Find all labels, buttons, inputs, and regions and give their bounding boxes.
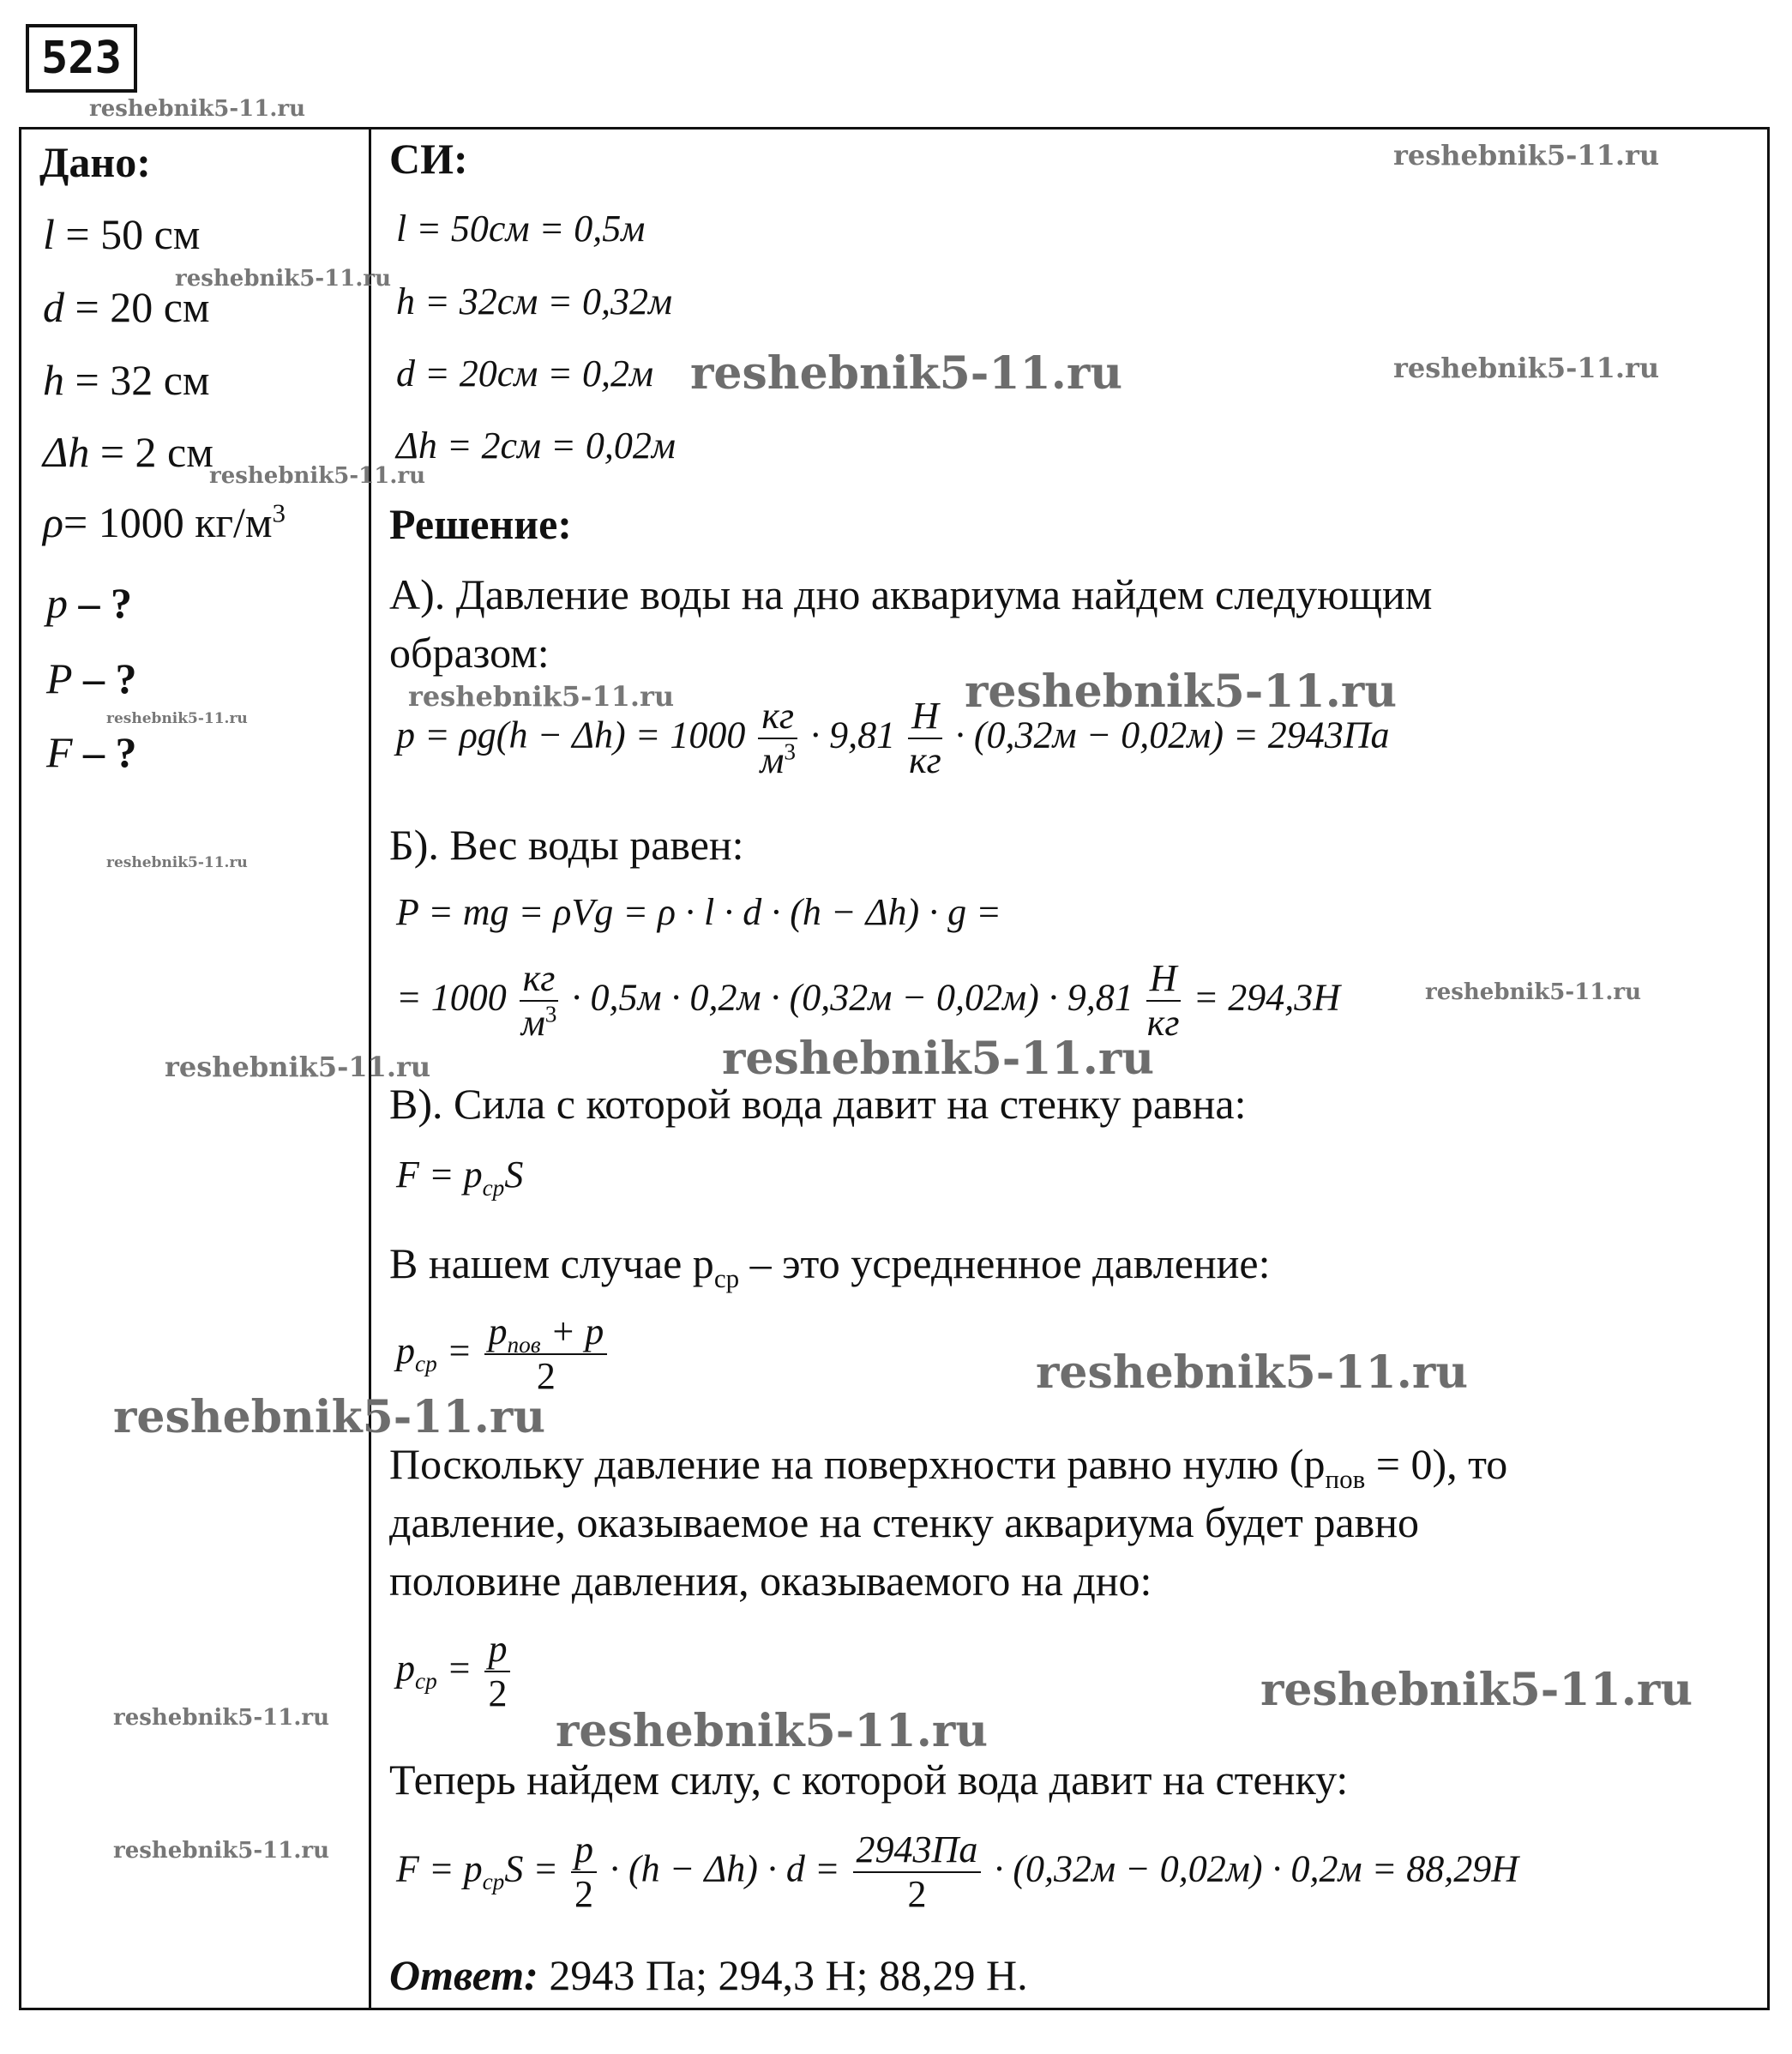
watermark: reshebnik5-11.ru	[1036, 1346, 1469, 1399]
problem-number: 523	[26, 24, 137, 93]
given-title: Дано:	[39, 138, 151, 186]
watermark: reshebnik5-11.ru	[106, 854, 248, 871]
watermark: reshebnik5-11.ru	[113, 1705, 330, 1731]
paragraph-case: В нашем случае $p_{ср}$ – это усредненное давление:	[389, 1239, 1271, 1293]
formula-force-calc: $F = p_{ср}S$ = $\frac{p}{2}$ · (h − Δh) · d = $\frac{2943Па}{2}$ · (0,32м − 0,02м) · 0,2м = 88,29Н	[396, 1828, 1519, 1916]
formula-weight-calc: = 1000 $\frac{кг}{м^3}$ · 0,5м · 0,2м · (0,32м − 0,02м) · 9,81 $\frac{Н}{кг}$ = 294,3Н	[396, 957, 1341, 1045]
si-line: d = 20см = 0,2м	[396, 352, 654, 395]
watermark: reshebnik5-11.ru	[175, 266, 392, 292]
watermark: reshebnik5-11.ru	[89, 96, 306, 122]
si-line: h = 32см = 0,32м	[396, 280, 673, 322]
watermark: reshebnik5-11.ru	[1425, 979, 1642, 1005]
paragraph-v: В). Сила с которой вода давит на стенку равна:	[389, 1080, 1247, 1128]
formula-half: $p_{ср}$ = $\frac{p}{2}$	[396, 1629, 514, 1714]
watermark: reshebnik5-11.ru	[1393, 352, 1660, 384]
given-item: h = 32 см	[43, 356, 210, 404]
watermark: reshebnik5-11.ru	[1393, 139, 1660, 172]
watermark: reshebnik5-11.ru	[965, 666, 1398, 718]
paragraph-surface: Поскольку давление на поверхности равно нулю $(p_{пов} = 0)$, то	[389, 1440, 1508, 1494]
watermark: reshebnik5-11.ru	[690, 347, 1123, 400]
watermark: reshebnik5-11.ru	[1260, 1664, 1693, 1716]
paragraph-force: Теперь найдем силу, с которой вода давит на стенку:	[389, 1756, 1349, 1804]
formula-pressure: p = ρg(h − Δh) = 1000 $\frac{кг}{м^3}$ · 9,81 $\frac{Н}{кг}$ · (0,32м − 0,02м) = 2943Па	[396, 695, 1390, 782]
watermark: reshebnik5-11.ru	[113, 1838, 330, 1864]
given-unknown: p – ?	[46, 579, 132, 627]
given-item: Δh = 2 см	[43, 428, 213, 476]
si-title: СИ:	[389, 135, 468, 183]
given-unknown: P – ?	[46, 654, 137, 702]
watermark: reshebnik5-11.ru	[408, 680, 675, 713]
watermark: reshebnik5-11.ru	[722, 1033, 1155, 1085]
paragraph-a: образом:	[389, 629, 550, 677]
watermark: reshebnik5-11.ru	[209, 463, 426, 489]
si-line: l = 50см = 0,5м	[396, 208, 646, 250]
paragraph-surface: половине давления, оказываемого на дно:	[389, 1557, 1152, 1605]
paragraph-a: А). Давление воды на дно аквариума найдем следующим	[389, 570, 1433, 618]
paragraph-surface: давление, оказываемое на стенку аквариума будет равно	[389, 1498, 1419, 1546]
answer: Ответ: 2943 Па; 294,3 Н; 88,29 Н.	[389, 1951, 1028, 1999]
given-item: ρ= 1000 $кг/м^3$	[43, 497, 286, 546]
watermark: reshebnik5-11.ru	[556, 1705, 989, 1757]
paragraph-b: Б). Вес воды равен:	[389, 821, 744, 869]
formula-force: $F = p_{ср}S$	[396, 1153, 524, 1201]
given-unknown: F – ?	[46, 728, 137, 776]
si-line: Δh = 2см = 0,02м	[396, 425, 676, 467]
given-item: d = 20 см	[43, 283, 210, 331]
solution-title: Решение:	[389, 500, 572, 548]
watermark: reshebnik5-11.ru	[165, 1051, 431, 1083]
watermark: reshebnik5-11.ru	[113, 1391, 546, 1443]
formula-average: $p_{ср}$ = $\frac{p_{пов} + p}{2}$	[396, 1312, 610, 1396]
formula-weight: P = mg = ρVg = ρ · l · d · (h − Δh) · g =	[396, 891, 1001, 933]
given-item: l = 50 см	[43, 210, 201, 258]
watermark: reshebnik5-11.ru	[106, 710, 248, 727]
